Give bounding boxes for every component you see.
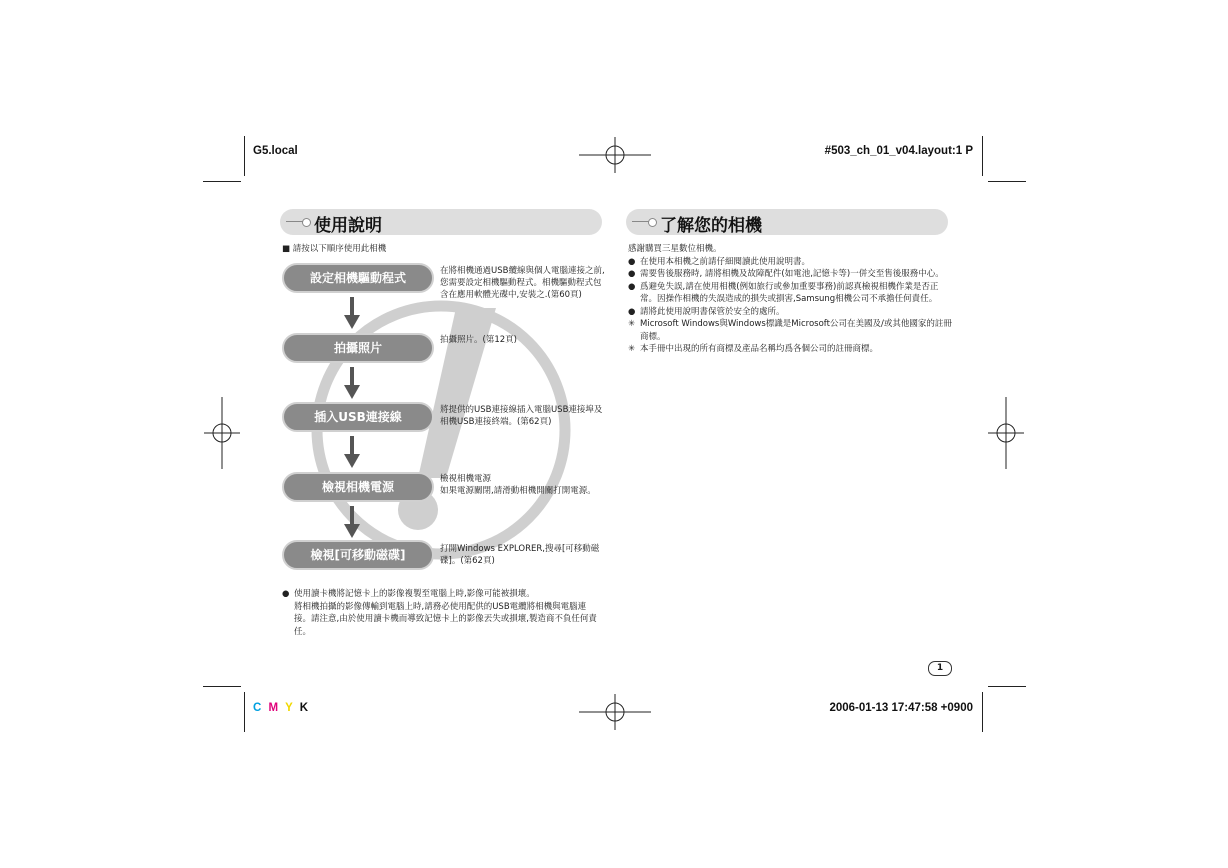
list-item [628, 306, 952, 319]
crop-mark [982, 692, 983, 732]
down-arrow-icon [344, 297, 360, 329]
step-take-photo: 拍攝照片 [282, 333, 434, 363]
cmyk-marks [253, 702, 310, 714]
left-note [282, 588, 602, 638]
page-number: 1 [928, 661, 952, 676]
step-desc-usb: 將提供的USB連接線插入電腦USB連接埠及相機USB連接終端。(第62頁) [440, 405, 603, 427]
crop-mark [244, 136, 245, 176]
right-body [628, 243, 952, 356]
cmyk-c: C [253, 702, 264, 714]
note-line-2: 將相機拍攝的影像傳輸到電腦上時,請務必使用配供的USB電纜將相機與電腦連接。請注意,由於使用讀卡機而導致記憶卡上的影像丟失或損壞,製造商不負任何責任。 [294, 601, 597, 637]
down-arrow-icon [344, 367, 360, 399]
header-dot-icon [302, 218, 311, 227]
header-left: G5.local [253, 145, 298, 157]
registration-mark-icon [204, 397, 240, 469]
step-desc-power: 檢視相機電源 如果電源關閉,請滑動相機開關打開電源。 [440, 474, 596, 496]
down-arrow-icon [344, 436, 360, 468]
right-section-header [626, 209, 948, 235]
list-item-text: Microsoft Windows與Windows標識是Microsoft公司在美國及/或其他國家的註冊商標。 [640, 319, 952, 342]
list-item [628, 281, 952, 306]
list-item-text: 本手冊中出現的所有商標及產品名稱均爲各個公司的註冊商標。 [640, 344, 879, 354]
crop-mark [982, 136, 983, 176]
crop-mark [244, 692, 245, 732]
list-item [628, 256, 952, 269]
list-item [628, 343, 952, 356]
asterisk-icon: ✳ [628, 319, 636, 329]
cmyk-k: K [299, 702, 311, 714]
step-desc-disk: 打開Windows EXPLORER,搜尋[可移動磁碟]。(第62頁) [440, 544, 600, 566]
crop-mark [203, 181, 241, 182]
cmyk-y: Y [285, 702, 295, 714]
right-intro: 感謝購買三星數位相機。 [628, 244, 722, 254]
left-intro: ■ 請按以下順序使用此相機 [282, 244, 387, 254]
registration-mark-icon [579, 694, 651, 730]
left-section-header [280, 209, 602, 235]
list-item [628, 318, 952, 343]
step-desc-driver: 在將相機通過USB纜線與個人電腦連接之前,您需要設定相機驅動程式。相機驅動程式包含在應用軟體光碟中,安裝之.(第60頁) [440, 266, 605, 300]
step-removable-disk: 檢視[可移動磁碟] [282, 540, 434, 570]
list-item-text: 在使用本相機之前請仔細閱讀此使用說明書。 [640, 256, 811, 267]
cmyk-m: M [268, 702, 281, 714]
list-item [628, 268, 952, 281]
registration-mark-icon [988, 397, 1024, 469]
bullet-icon: ● [628, 269, 636, 279]
crop-mark [988, 181, 1026, 182]
step-install-driver: 設定相機驅動程式 [282, 263, 434, 293]
right-section-title: 了解您的相機 [660, 216, 762, 236]
registration-mark-icon [579, 137, 651, 173]
left-section-title: 使用說明 [314, 216, 382, 236]
footer-timestamp: 2006-01-13 17:47:58 +0900 [829, 702, 973, 714]
list-item-text: 請將此使用說明書保管於安全的處所。 [640, 306, 785, 317]
step-desc-photo: 拍攝照片。(第12頁) [440, 335, 517, 345]
bullet-icon: ● [282, 589, 290, 599]
crop-mark [988, 686, 1026, 687]
note-line-1: 使用讀卡機將記憶卡上的影像複製至電腦上時,影像可能被損壞。 [294, 589, 535, 599]
list-item-text: 爲避免失誤,請在使用相機(例如旅行或參加重要事務)前認真檢視相機作業是否正常。因操作相機的失誤造成的損失或損害,Samsung相機公司不承擔任何責任。 [640, 281, 939, 304]
step-check-power: 檢視相機電源 [282, 472, 434, 502]
down-arrow-icon [344, 506, 360, 538]
bullet-icon: ● [628, 281, 636, 292]
crop-mark [203, 686, 241, 687]
header-dot-icon [648, 218, 657, 227]
asterisk-icon: ✳ [628, 344, 636, 354]
bullet-icon: ● [628, 256, 636, 267]
step-connect-usb: 插入USB連接線 [282, 402, 434, 432]
list-item-text: 需要售後服務時, 請將相機及故障配件(如電池,記憶卡等)一併交至售後服務中心。 [640, 269, 944, 279]
bullet-icon: ● [628, 306, 636, 317]
header-right: #503_ch_01_v04.layout:1 P [824, 145, 973, 157]
